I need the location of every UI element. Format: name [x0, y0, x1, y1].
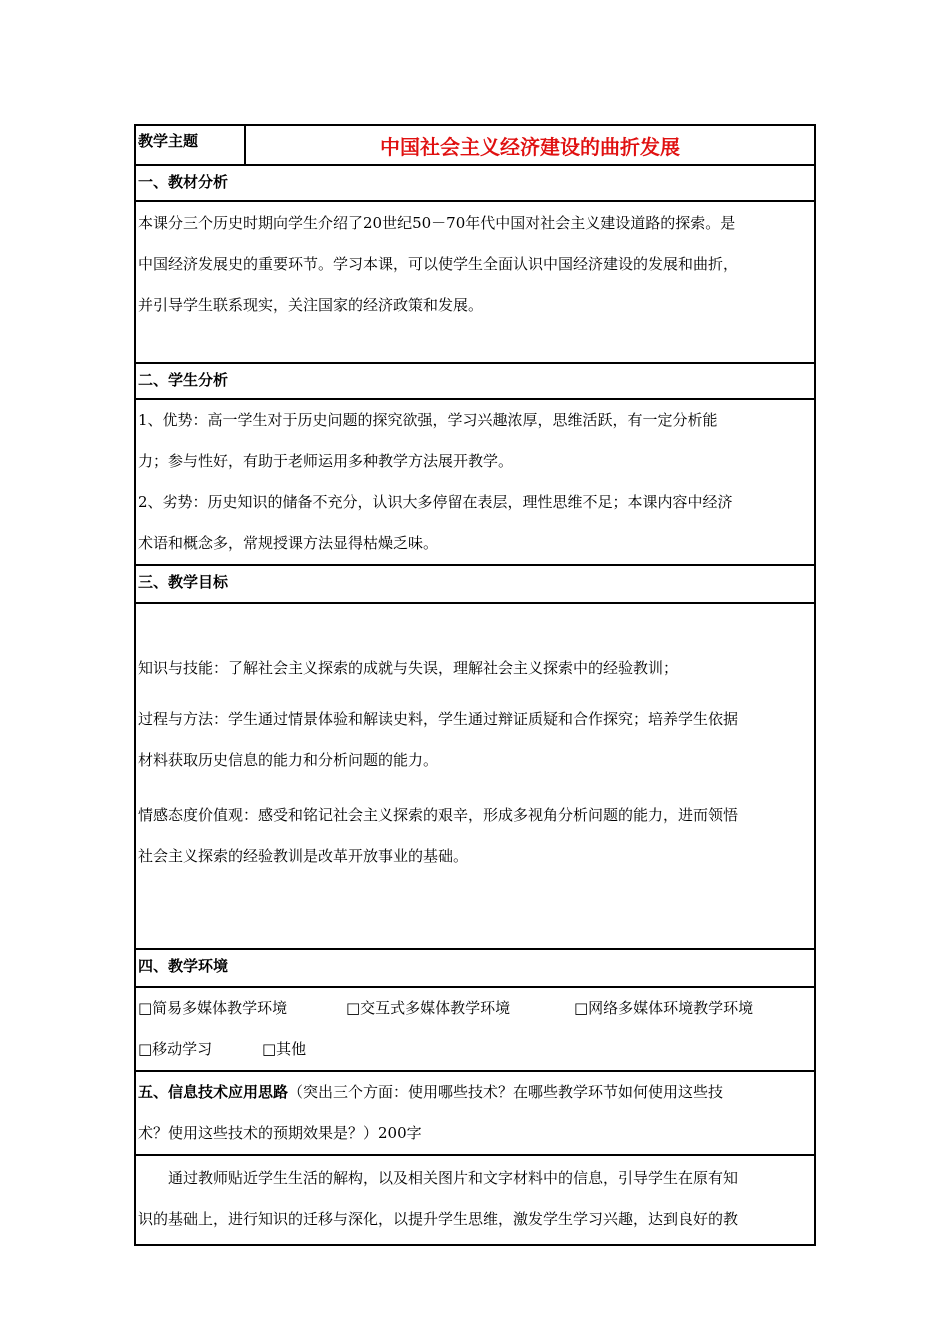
section-3-heading: 三、教学目标	[135, 565, 815, 603]
section-2-body-row	[135, 399, 815, 565]
section-2-heading-row	[135, 363, 815, 399]
env-option-interactive-multimedia[interactable]: □交互式多媒体教学环境	[346, 999, 511, 1017]
section-3-line: 社会主义探索的经验教训是改革开放事业的基础。	[138, 847, 469, 865]
env-options-row-1	[138, 988, 812, 1029]
section-4-body	[135, 987, 815, 1071]
section-2-body	[135, 399, 815, 565]
section-1-line: 并引导学生联系现实，关注国家的经济政策和发展。	[138, 296, 484, 314]
section-2-line: 1、优势：高一学生对于历史问题的探究欲强，学习兴趣浓厚，思维活跃，有一定分析能	[138, 411, 718, 429]
section-1-body	[135, 201, 815, 363]
section-5-body	[135, 1155, 815, 1245]
section-5-heading: 五、信息技术应用思路	[138, 1083, 289, 1101]
section-3-body	[135, 603, 815, 949]
section-4-body-row	[135, 987, 815, 1071]
section-5-line: 通过教师贴近学生生活的解构，以及相关图片和文字材料中的信息，引导学生在原有知	[168, 1169, 739, 1187]
env-options-row-2	[138, 1029, 812, 1070]
section-2-heading: 二、学生分析	[135, 363, 815, 399]
section-5-body-row	[135, 1155, 815, 1245]
section-1-body-row	[135, 201, 815, 363]
section-3-line: 材料获取历史信息的能力和分析问题的能力。	[138, 751, 439, 769]
section-5-note: （突出三个方面：使用哪些技术？在哪些教学环节如何使用这些技	[288, 1083, 724, 1101]
section-3-line: 情感态度价值观：感受和铭记社会主义探索的艰辛，形成多视角分析问题的能力，进而领悟	[138, 806, 739, 824]
section-2-line: 2、劣势：历史知识的储备不充分，认识大多停留在表层，理性思维不足；本课内容中经济	[138, 493, 733, 511]
topic-row	[135, 125, 815, 165]
section-2-line: 力；参与性好，有助于老师运用多种教学方法展开教学。	[138, 452, 514, 470]
env-option-simple-multimedia[interactable]: □简易多媒体教学环境	[138, 999, 288, 1017]
section-1-line: 本课分三个历史时期向学生介绍了20世纪50－70年代中国对社会主义建设道路的探索。是	[138, 214, 736, 232]
topic-title: 中国社会主义经济建设的曲折发展	[245, 125, 815, 165]
lesson-plan-table	[134, 124, 816, 1246]
section-5-heading-cell	[135, 1071, 815, 1155]
section-3-body-row	[135, 603, 815, 949]
lesson-plan-page	[134, 124, 814, 1246]
section-4-heading: 四、教学环境	[135, 949, 815, 987]
section-3-line: 知识与技能：了解社会主义探索的成就与失误，理解社会主义探索中的经验教训；	[138, 659, 679, 677]
section-1-heading-row	[135, 165, 815, 201]
env-option-mobile-learning[interactable]: □移动学习	[138, 1040, 213, 1058]
section-5-note-continued: 术？使用这些技术的预期效果是？）200字	[138, 1124, 422, 1142]
topic-label: 教学主题	[135, 125, 245, 165]
section-1-line: 中国经济发展史的重要环节。学习本课，可以使学生全面认识中国经济建设的发展和曲折，	[138, 255, 739, 273]
section-1-heading: 一、教材分析	[135, 165, 815, 201]
section-2-line: 术语和概念多，常规授课方法显得枯燥乏味。	[138, 534, 439, 552]
env-option-other[interactable]: □其他	[262, 1040, 307, 1058]
section-5-heading-row	[135, 1071, 815, 1155]
env-option-network-multimedia[interactable]: □网络多媒体环境教学环境	[574, 999, 754, 1017]
section-4-heading-row	[135, 949, 815, 987]
section-3-line: 过程与方法：学生通过情景体验和解读史料，学生通过辩证质疑和合作探究；培养学生依据	[138, 710, 739, 728]
section-3-heading-row	[135, 565, 815, 603]
section-5-line: 识的基础上，进行知识的迁移与深化，以提升学生思维，激发学生学习兴趣，达到良好的教	[138, 1210, 739, 1228]
